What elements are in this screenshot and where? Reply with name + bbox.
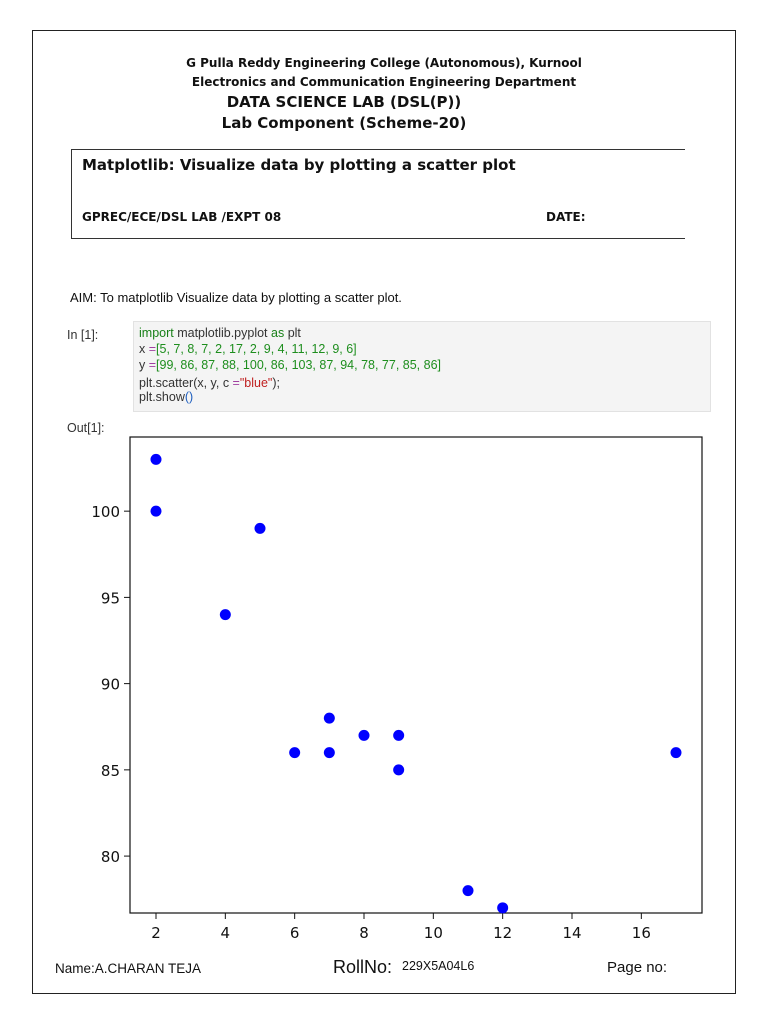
code-text: matplotlib.pyplot — [173, 326, 272, 340]
scatter-point — [220, 609, 231, 620]
plot-frame — [130, 437, 702, 913]
code-keyword: as — [271, 326, 285, 340]
axis-ticks — [91, 503, 651, 942]
scatter-point — [393, 764, 404, 775]
scatter-point — [151, 506, 162, 517]
scatter-point — [324, 713, 335, 724]
scatter-point — [255, 523, 266, 534]
scatter-point — [497, 902, 508, 913]
code-paren: () — [184, 390, 194, 404]
x-tick-label: 8 — [359, 924, 369, 942]
code-operator: = — [148, 342, 157, 356]
code-text: plt.show — [139, 390, 185, 404]
code-line-2 — [139, 342, 357, 356]
x-tick-label: 16 — [631, 924, 651, 942]
scatter-point — [359, 730, 370, 741]
code-text: plt.scatter — [139, 376, 194, 390]
scatter-point — [289, 747, 300, 758]
roll-number-label: RollNo: — [333, 957, 393, 977]
aim-text: AIM: To matplotlib Visualize data by plotting a scatter plot. — [70, 290, 402, 305]
code-text: ); — [272, 376, 281, 390]
code-text: y — [139, 358, 149, 372]
x-tick-label: 2 — [151, 924, 161, 942]
experiment-box — [71, 149, 685, 239]
code-list: [99, 86, 87, 88, 100, 86, 103, 87, 94, 78, 77, 85, 86] — [156, 358, 441, 372]
x-tick-label: 4 — [220, 924, 231, 942]
y-tick-label: 90 — [100, 675, 120, 694]
y-tick-label: 85 — [100, 761, 120, 780]
code-line-3 — [139, 358, 441, 372]
y-tick-label: 95 — [100, 589, 120, 608]
scatter-point — [324, 747, 335, 758]
x-tick-label: 12 — [493, 924, 513, 942]
y-tick-label: 100 — [91, 503, 120, 522]
scatter-points — [151, 454, 682, 913]
scatter-point — [151, 454, 162, 465]
lab-component: Lab Component (Scheme-20) — [221, 114, 467, 132]
x-tick-label: 6 — [289, 924, 300, 942]
scatter-point — [393, 730, 404, 741]
code-line-1 — [139, 326, 301, 340]
date-label: DATE: — [546, 210, 586, 224]
code-cell[interactable] — [133, 321, 711, 412]
experiment-title: Matplotlib: Visualize data by plotting a scatter plot — [82, 156, 516, 174]
code-line-4 — [139, 376, 280, 390]
code-keyword: import — [139, 326, 174, 340]
roll-number-value: 229X5A04L6 — [402, 959, 475, 973]
code-text: x — [139, 342, 149, 356]
code-line-5 — [139, 390, 193, 404]
department-name: Electronics and Communication Engineering Department — [191, 75, 577, 89]
page-number-label: Page no: — [607, 959, 668, 976]
college-name: G Pulla Reddy Engineering College (Autonomous), Kurnool — [186, 56, 582, 70]
scatter-point — [463, 885, 474, 896]
output-prompt: Out[1]: — [67, 421, 105, 435]
scatter-chart — [60, 430, 710, 950]
code-text: plt — [284, 326, 301, 340]
x-tick-label: 14 — [562, 924, 582, 942]
code-operator: = — [148, 358, 157, 372]
code-string: "blue" — [239, 376, 273, 390]
code-text: (x, y, c — [193, 376, 233, 390]
student-name: Name:A.CHARAN TEJA — [55, 961, 202, 976]
lab-name: DATA SCIENCE LAB (DSL(P)) — [226, 93, 462, 111]
code-list: [5, 7, 8, 7, 2, 17, 2, 9, 4, 11, 12, 9, 6] — [156, 342, 357, 356]
y-tick-label: 80 — [100, 848, 120, 867]
scatter-point — [671, 747, 682, 758]
experiment-ref: GPREC/ECE/DSL LAB /EXPT 08 — [82, 210, 282, 224]
input-prompt: In [1]: — [67, 328, 99, 342]
code-operator: = — [232, 376, 240, 390]
x-tick-label: 10 — [423, 924, 443, 942]
